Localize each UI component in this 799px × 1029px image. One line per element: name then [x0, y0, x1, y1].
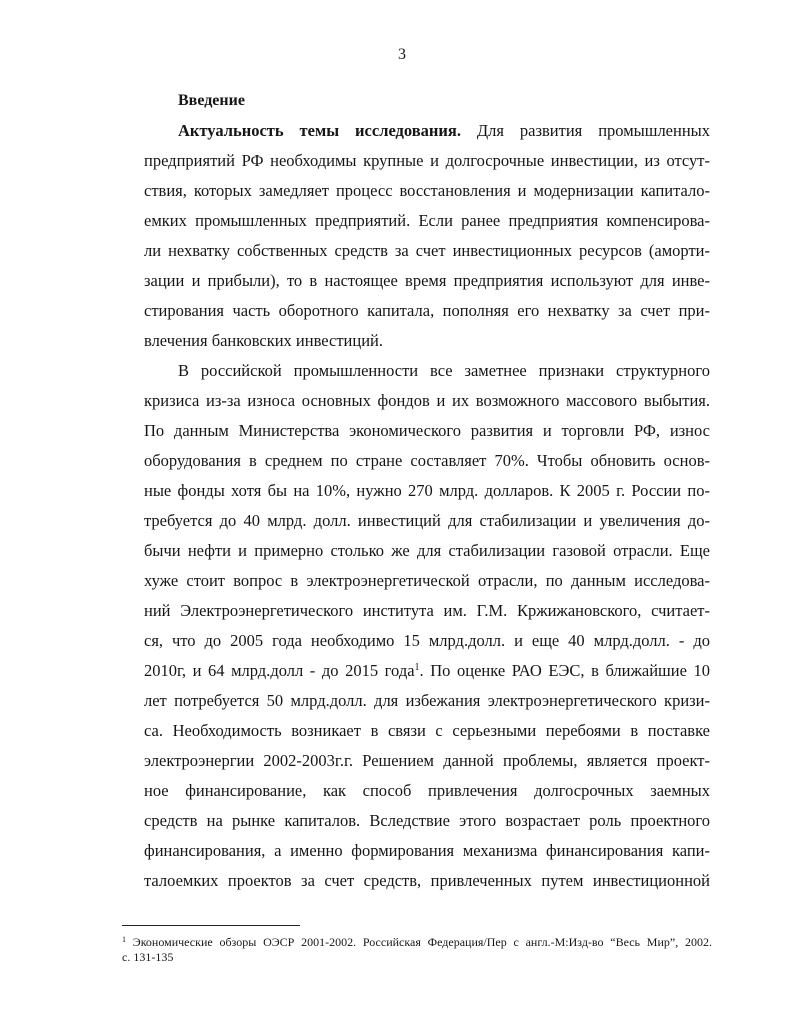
body-line: стирования часть оборотного капитала, пополняя его нехватку за счет при- [144, 301, 710, 320]
body-line: средств на рынке капиталов. Вследствие этого возрастает роль проектного [144, 811, 710, 830]
body-line: бычи нефти и примерно столько же для стабилизации газовой отрасли. Еще [144, 541, 710, 560]
body-text: . По оценке РАО ЕЭС, в ближайшие 10 [419, 661, 710, 680]
body-line: В российской промышленности все заметнее признаки структурного [178, 361, 710, 380]
body-line: талоемких проектов за счет средств, привлеченных путем инвестиционной [144, 871, 710, 890]
body-line: лет потребуется 50 млрд.долл. для избежания электроэнергетического кризи- [144, 691, 710, 710]
body-line: влечения банковских инвестиций. [144, 331, 384, 350]
lead-phrase: Актуальность темы исследования. [178, 121, 461, 140]
body-line: финансирования, а именно формирования механизма финансирования капи- [144, 841, 710, 860]
footnote-divider [122, 925, 300, 926]
footnote-text: Экономические обзоры ОЭСР 2001-2002. Российская Федерация/Пер с англ.-М:Изд-во “Весь Мир”, 2002. [126, 935, 712, 949]
body-line: требуется до 40 млрд. долл. инвестиций для стабилизации и увеличения до- [144, 511, 710, 530]
body-line [178, 121, 710, 141]
footnote-marker: 1 [122, 935, 126, 944]
footnote-reference: 1 [414, 662, 420, 673]
body-line: кризиса из-за износа основных фондов и их возможного массового выбытия. [144, 391, 710, 410]
body-text: 2010г, и 64 млрд.долл - до 2015 года [144, 661, 415, 680]
body-line: электроэнергии 2002-2003г.г. Решением данной проблемы, является проект- [144, 751, 710, 770]
body-line: предприятий РФ необходимы крупные и долгосрочные инвестиции, из отсут- [144, 151, 710, 170]
body-line: оборудования в среднем по стране составляет 70%. Чтобы обновить основ- [144, 451, 710, 470]
footnote-line [122, 935, 712, 951]
body-line: емких промышленных предприятий. Если ранее предприятия компенсирова- [144, 211, 710, 230]
body-text: Для развития промышленных [460, 121, 711, 140]
body-line: ся, что до 2005 года необходимо 15 млрд.долл. и еще 40 млрд.долл. - до [144, 631, 710, 650]
page-number: 3 [398, 46, 406, 63]
body-line: ли нехватку собственных средств за счет инвестиционных ресурсов (аморти- [144, 241, 710, 260]
body-line: ний Электроэнергетического института им. Г.М. Кржижановского, считает- [144, 601, 710, 620]
body-line: са. Необходимость возникает в связи с серьезными перебоями в поставке [144, 721, 710, 740]
footnote-line: с. 131-135 [122, 950, 174, 964]
body-line: По данным Министерства экономического развития и торговли РФ, износ [144, 421, 710, 440]
body-line: зации и прибыли), то в настоящее время предприятия используют для инве- [144, 271, 710, 290]
body-line [144, 661, 710, 684]
body-line: ное финансирование, как способ привлечения долгосрочных заемных [144, 781, 710, 800]
body-line: ствия, которых замедляет процесс восстановления и модернизации капитало- [144, 181, 710, 200]
section-heading: Введение [178, 92, 245, 109]
body-line: ные фонды хотя бы на 10%, нужно 270 млрд. долларов. К 2005 г. России по- [144, 481, 710, 500]
body-line: хуже стоит вопрос в электроэнергетической отрасли, по данным исследова- [144, 571, 710, 590]
